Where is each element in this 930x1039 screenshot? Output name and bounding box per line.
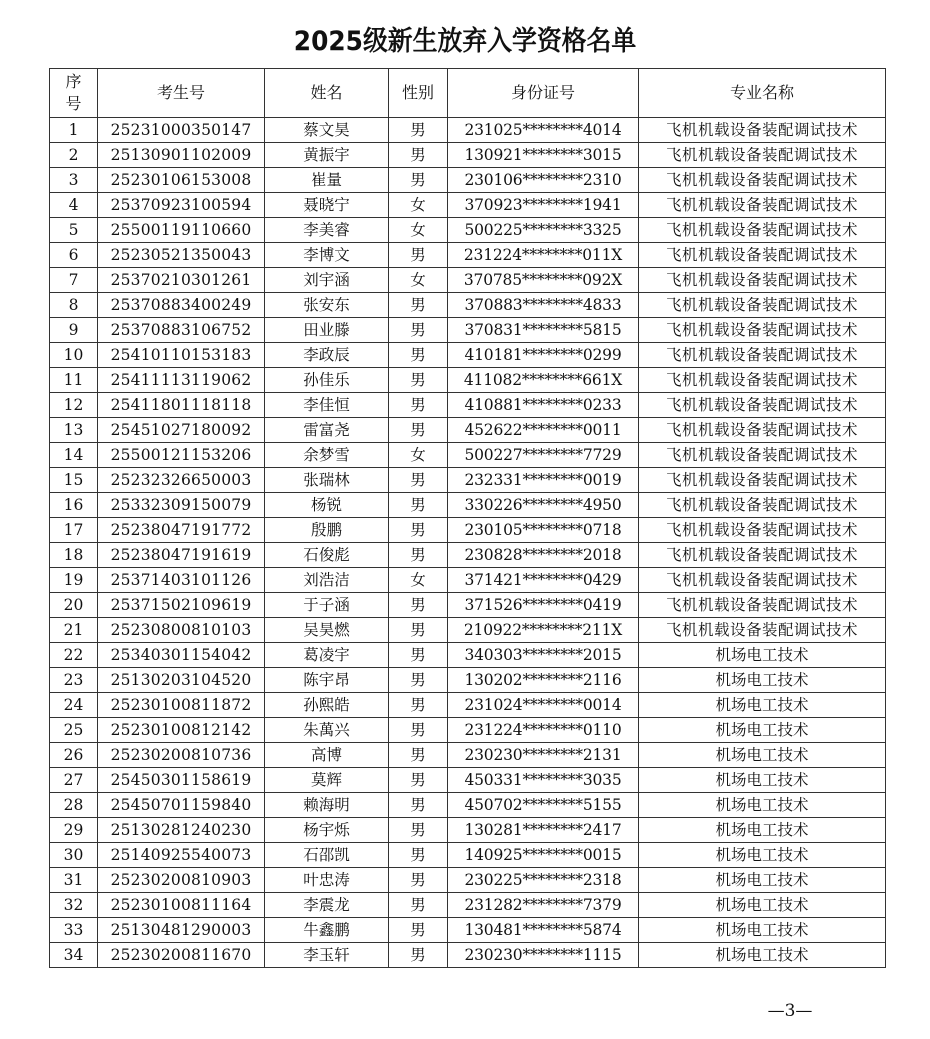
cell-name: 孙佳乐 — [265, 368, 389, 393]
cell-name: 于子涵 — [265, 593, 389, 618]
table-row — [50, 768, 886, 793]
cell-name: 赖海明 — [265, 793, 389, 818]
cell-exam-no: 25411113119062 — [98, 368, 265, 393]
cell-exam-no: 25370883400249 — [98, 293, 265, 318]
cell-exam-no: 25500121153206 — [98, 443, 265, 468]
cell-name: 高博 — [265, 743, 389, 768]
cell-exam-no: 25230521350043 — [98, 243, 265, 268]
cell-seq: 27 — [50, 768, 98, 793]
cell-id-no: 370785********092X — [448, 268, 639, 293]
cell-major: 飞机机载设备装配调试技术 — [639, 618, 886, 643]
cell-exam-no: 25230106153008 — [98, 168, 265, 193]
cell-major: 飞机机载设备装配调试技术 — [639, 218, 886, 243]
cell-exam-no: 25238047191772 — [98, 518, 265, 543]
table-body — [50, 118, 886, 968]
cell-name: 李博文 — [265, 243, 389, 268]
cell-major: 机场电工技术 — [639, 693, 886, 718]
table-row — [50, 543, 886, 568]
cell-name: 牛鑫鹏 — [265, 918, 389, 943]
table-row — [50, 743, 886, 768]
cell-seq: 16 — [50, 493, 98, 518]
cell-seq: 5 — [50, 218, 98, 243]
cell-name: 黄振宇 — [265, 143, 389, 168]
cell-exam-no: 25450301158619 — [98, 768, 265, 793]
cell-major: 机场电工技术 — [639, 818, 886, 843]
cell-major: 飞机机载设备装配调试技术 — [639, 293, 886, 318]
header-name: 姓名 — [265, 69, 389, 118]
table-row — [50, 443, 886, 468]
cell-major: 机场电工技术 — [639, 893, 886, 918]
cell-exam-no: 25370923100594 — [98, 193, 265, 218]
cell-name: 张瑞林 — [265, 468, 389, 493]
cell-major: 飞机机载设备装配调试技术 — [639, 418, 886, 443]
cell-id-no: 130281********2417 — [448, 818, 639, 843]
cell-exam-no: 25130481290003 — [98, 918, 265, 943]
cell-gender: 男 — [389, 893, 448, 918]
page-number: —3— — [767, 1001, 813, 1021]
cell-exam-no: 25130901102009 — [98, 143, 265, 168]
cell-gender: 男 — [389, 318, 448, 343]
header-seq-label: 序号 — [65, 72, 82, 113]
cell-gender: 女 — [389, 193, 448, 218]
cell-name: 李政辰 — [265, 343, 389, 368]
cell-gender: 男 — [389, 118, 448, 143]
cell-seq: 31 — [50, 868, 98, 893]
cell-id-no: 411082********661X — [448, 368, 639, 393]
table-row — [50, 118, 886, 143]
cell-name: 吴昊燃 — [265, 618, 389, 643]
cell-exam-no: 25411801118118 — [98, 393, 265, 418]
cell-exam-no: 25231000350147 — [98, 118, 265, 143]
cell-seq: 17 — [50, 518, 98, 543]
cell-gender: 男 — [389, 243, 448, 268]
page-title: 2025级新生放弃入学资格名单 — [293, 26, 637, 57]
cell-name: 陈宇昂 — [265, 668, 389, 693]
cell-id-no: 450331********3035 — [448, 768, 639, 793]
cell-gender: 男 — [389, 468, 448, 493]
cell-gender: 男 — [389, 918, 448, 943]
cell-exam-no: 25230200810903 — [98, 868, 265, 893]
cell-seq: 26 — [50, 743, 98, 768]
cell-exam-no: 25450701159840 — [98, 793, 265, 818]
cell-major: 机场电工技术 — [639, 843, 886, 868]
header-gender: 性别 — [389, 69, 448, 118]
cell-exam-no: 25451027180092 — [98, 418, 265, 443]
table-row — [50, 293, 886, 318]
cell-name: 李玉轩 — [265, 943, 389, 968]
cell-exam-no: 25371502109619 — [98, 593, 265, 618]
header-major: 专业名称 — [639, 69, 886, 118]
cell-id-no: 230230********2131 — [448, 743, 639, 768]
cell-seq: 7 — [50, 268, 98, 293]
cell-exam-no: 25230200810736 — [98, 743, 265, 768]
cell-id-no: 130202********2116 — [448, 668, 639, 693]
cell-exam-no: 25370883106752 — [98, 318, 265, 343]
cell-gender: 女 — [389, 568, 448, 593]
cell-seq: 6 — [50, 243, 98, 268]
cell-id-no: 231224********0110 — [448, 718, 639, 743]
cell-gender: 男 — [389, 168, 448, 193]
cell-name: 张安东 — [265, 293, 389, 318]
cell-gender: 男 — [389, 418, 448, 443]
cell-name: 聂晓宁 — [265, 193, 389, 218]
table-row — [50, 468, 886, 493]
table-row — [50, 318, 886, 343]
table-row — [50, 868, 886, 893]
cell-gender: 男 — [389, 518, 448, 543]
cell-exam-no: 25230100811872 — [98, 693, 265, 718]
cell-seq: 21 — [50, 618, 98, 643]
cell-gender: 男 — [389, 368, 448, 393]
cell-gender: 女 — [389, 268, 448, 293]
table-row — [50, 793, 886, 818]
cell-name: 孙熙皓 — [265, 693, 389, 718]
cell-gender: 男 — [389, 718, 448, 743]
cell-gender: 男 — [389, 643, 448, 668]
cell-name: 杨宇烁 — [265, 818, 389, 843]
table-row — [50, 143, 886, 168]
cell-name: 石俊彪 — [265, 543, 389, 568]
cell-seq: 4 — [50, 193, 98, 218]
table-row — [50, 418, 886, 443]
cell-exam-no: 25130203104520 — [98, 668, 265, 693]
cell-major: 飞机机载设备装配调试技术 — [639, 543, 886, 568]
cell-gender: 男 — [389, 618, 448, 643]
table-row — [50, 618, 886, 643]
cell-seq: 8 — [50, 293, 98, 318]
cell-major: 飞机机载设备装配调试技术 — [639, 468, 886, 493]
cell-seq: 3 — [50, 168, 98, 193]
cell-major: 机场电工技术 — [639, 943, 886, 968]
cell-major: 机场电工技术 — [639, 768, 886, 793]
cell-major: 机场电工技术 — [639, 918, 886, 943]
cell-exam-no: 25230800810103 — [98, 618, 265, 643]
table-row — [50, 918, 886, 943]
cell-exam-no: 25238047191619 — [98, 543, 265, 568]
cell-seq: 10 — [50, 343, 98, 368]
cell-name: 刘宇涵 — [265, 268, 389, 293]
cell-gender: 男 — [389, 493, 448, 518]
cell-exam-no: 25232326650003 — [98, 468, 265, 493]
cell-exam-no: 25410110153183 — [98, 343, 265, 368]
cell-major: 飞机机载设备装配调试技术 — [639, 343, 886, 368]
cell-major: 飞机机载设备装配调试技术 — [639, 118, 886, 143]
cell-exam-no: 25230100811164 — [98, 893, 265, 918]
cell-major: 飞机机载设备装配调试技术 — [639, 568, 886, 593]
cell-id-no: 140925********0015 — [448, 843, 639, 868]
table-row — [50, 243, 886, 268]
cell-major: 机场电工技术 — [639, 643, 886, 668]
cell-major: 飞机机载设备装配调试技术 — [639, 593, 886, 618]
cell-seq: 9 — [50, 318, 98, 343]
cell-id-no: 230105********0718 — [448, 518, 639, 543]
cell-name: 崔量 — [265, 168, 389, 193]
cell-major: 飞机机载设备装配调试技术 — [639, 143, 886, 168]
cell-name: 朱萬兴 — [265, 718, 389, 743]
table-row — [50, 643, 886, 668]
cell-gender: 男 — [389, 393, 448, 418]
table-row — [50, 893, 886, 918]
cell-id-no: 230828********2018 — [448, 543, 639, 568]
table-row — [50, 393, 886, 418]
cell-seq: 11 — [50, 368, 98, 393]
cell-name: 石邵凯 — [265, 843, 389, 868]
cell-name: 李震龙 — [265, 893, 389, 918]
cell-name: 殷鹏 — [265, 518, 389, 543]
cell-gender: 男 — [389, 593, 448, 618]
cell-exam-no: 25332309150079 — [98, 493, 265, 518]
cell-name: 葛凌宇 — [265, 643, 389, 668]
cell-major: 飞机机载设备装配调试技术 — [639, 243, 886, 268]
table-row — [50, 718, 886, 743]
cell-exam-no: 25371403101126 — [98, 568, 265, 593]
cell-seq: 23 — [50, 668, 98, 693]
table-header-row — [50, 69, 886, 118]
cell-gender: 男 — [389, 143, 448, 168]
cell-id-no: 370923********1941 — [448, 193, 639, 218]
header-id-no: 身份证号 — [448, 69, 639, 118]
cell-gender: 男 — [389, 868, 448, 893]
cell-id-no: 330226********4950 — [448, 493, 639, 518]
cell-seq: 29 — [50, 818, 98, 843]
cell-gender: 男 — [389, 818, 448, 843]
table-row — [50, 268, 886, 293]
cell-major: 机场电工技术 — [639, 793, 886, 818]
cell-id-no: 370883********4833 — [448, 293, 639, 318]
cell-exam-no: 25340301154042 — [98, 643, 265, 668]
table-row — [50, 693, 886, 718]
cell-major: 飞机机载设备装配调试技术 — [639, 393, 886, 418]
withdrawal-list-table — [49, 68, 886, 968]
cell-id-no: 500227********7729 — [448, 443, 639, 468]
cell-major: 飞机机载设备装配调试技术 — [639, 518, 886, 543]
cell-seq: 30 — [50, 843, 98, 868]
cell-id-no: 452622********0011 — [448, 418, 639, 443]
cell-id-no: 230106********2310 — [448, 168, 639, 193]
cell-major: 飞机机载设备装配调试技术 — [639, 318, 886, 343]
table-row — [50, 343, 886, 368]
cell-id-no: 450702********5155 — [448, 793, 639, 818]
table-row — [50, 168, 886, 193]
cell-exam-no: 25500119110660 — [98, 218, 265, 243]
cell-seq: 15 — [50, 468, 98, 493]
cell-name: 刘浩洁 — [265, 568, 389, 593]
cell-id-no: 130481********5874 — [448, 918, 639, 943]
table-row — [50, 493, 886, 518]
cell-seq: 22 — [50, 643, 98, 668]
cell-seq: 32 — [50, 893, 98, 918]
cell-seq: 33 — [50, 918, 98, 943]
cell-id-no: 130921********3015 — [448, 143, 639, 168]
cell-gender: 男 — [389, 768, 448, 793]
table-row — [50, 593, 886, 618]
cell-gender: 男 — [389, 293, 448, 318]
cell-id-no: 371421********0429 — [448, 568, 639, 593]
cell-gender: 男 — [389, 543, 448, 568]
cell-gender: 女 — [389, 218, 448, 243]
cell-major: 飞机机载设备装配调试技术 — [639, 268, 886, 293]
cell-id-no: 210922********211X — [448, 618, 639, 643]
cell-seq: 25 — [50, 718, 98, 743]
cell-name: 余梦雪 — [265, 443, 389, 468]
cell-major: 飞机机载设备装配调试技术 — [639, 443, 886, 468]
cell-gender: 男 — [389, 943, 448, 968]
cell-id-no: 410181********0299 — [448, 343, 639, 368]
cell-name: 叶忠涛 — [265, 868, 389, 893]
cell-seq: 20 — [50, 593, 98, 618]
cell-seq: 12 — [50, 393, 98, 418]
cell-id-no: 230225********2318 — [448, 868, 639, 893]
cell-name: 杨锐 — [265, 493, 389, 518]
cell-gender: 女 — [389, 443, 448, 468]
table-row — [50, 843, 886, 868]
header-seq — [50, 69, 98, 118]
cell-seq: 2 — [50, 143, 98, 168]
cell-name: 雷富尧 — [265, 418, 389, 443]
cell-gender: 男 — [389, 793, 448, 818]
table-row — [50, 193, 886, 218]
cell-exam-no: 25130281240230 — [98, 818, 265, 843]
cell-id-no: 371526********0419 — [448, 593, 639, 618]
cell-gender: 男 — [389, 693, 448, 718]
cell-major: 机场电工技术 — [639, 668, 886, 693]
cell-name: 田业滕 — [265, 318, 389, 343]
table-row — [50, 818, 886, 843]
cell-id-no: 370831********5815 — [448, 318, 639, 343]
cell-id-no: 410881********0233 — [448, 393, 639, 418]
cell-major: 飞机机载设备装配调试技术 — [639, 193, 886, 218]
cell-seq: 14 — [50, 443, 98, 468]
cell-name: 李美睿 — [265, 218, 389, 243]
cell-seq: 13 — [50, 418, 98, 443]
cell-gender: 男 — [389, 343, 448, 368]
table-row — [50, 568, 886, 593]
cell-id-no: 340303********2015 — [448, 643, 639, 668]
cell-gender: 男 — [389, 843, 448, 868]
table-row — [50, 943, 886, 968]
cell-id-no: 230230********1115 — [448, 943, 639, 968]
cell-major: 飞机机载设备装配调试技术 — [639, 493, 886, 518]
cell-gender: 男 — [389, 743, 448, 768]
table-row — [50, 668, 886, 693]
cell-name: 李佳恒 — [265, 393, 389, 418]
cell-major: 飞机机载设备装配调试技术 — [639, 168, 886, 193]
cell-seq: 1 — [50, 118, 98, 143]
table-row — [50, 518, 886, 543]
cell-gender: 男 — [389, 668, 448, 693]
cell-id-no: 231025********4014 — [448, 118, 639, 143]
cell-seq: 19 — [50, 568, 98, 593]
cell-id-no: 231024********0014 — [448, 693, 639, 718]
cell-exam-no: 25230100812142 — [98, 718, 265, 743]
cell-id-no: 500225********3325 — [448, 218, 639, 243]
table-row — [50, 218, 886, 243]
cell-seq: 18 — [50, 543, 98, 568]
cell-seq: 28 — [50, 793, 98, 818]
cell-exam-no: 25140925540073 — [98, 843, 265, 868]
cell-exam-no: 25370210301261 — [98, 268, 265, 293]
cell-id-no: 231224********011X — [448, 243, 639, 268]
cell-id-no: 232331********0019 — [448, 468, 639, 493]
cell-seq: 24 — [50, 693, 98, 718]
table-row — [50, 368, 886, 393]
cell-major: 机场电工技术 — [639, 718, 886, 743]
cell-major: 飞机机载设备装配调试技术 — [639, 368, 886, 393]
cell-major: 机场电工技术 — [639, 743, 886, 768]
cell-seq: 34 — [50, 943, 98, 968]
cell-name: 蔡文昊 — [265, 118, 389, 143]
cell-exam-no: 25230200811670 — [98, 943, 265, 968]
header-exam-no: 考生号 — [98, 69, 265, 118]
cell-name: 莫辉 — [265, 768, 389, 793]
cell-id-no: 231282********7379 — [448, 893, 639, 918]
cell-major: 机场电工技术 — [639, 868, 886, 893]
